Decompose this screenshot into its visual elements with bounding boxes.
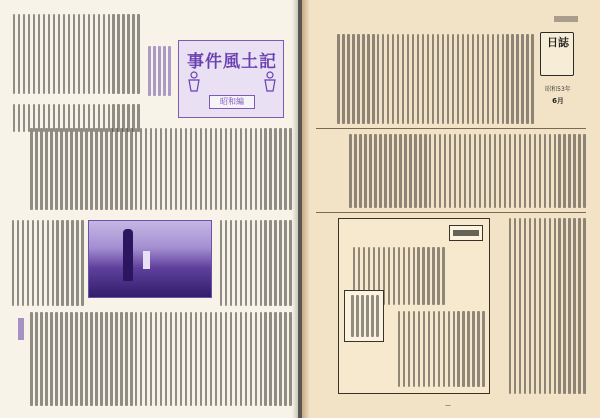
inset-notice-text: [349, 295, 379, 337]
left-upper-columns-a: [8, 14, 140, 94]
photo-tree: [123, 229, 133, 281]
running-head: [554, 16, 578, 22]
inset-notice-box: [344, 290, 384, 342]
feature-title-block: [178, 40, 284, 118]
diary-rule-2: [316, 212, 586, 213]
left-upper-columns-b: [145, 46, 171, 96]
seal-figure-icon: [263, 71, 277, 93]
seal-figure-icon: [187, 71, 201, 93]
inset-column-title: [449, 225, 483, 241]
diary-entries-middle: [316, 134, 586, 208]
photo-stone-marker: [143, 251, 150, 269]
left-body-columns-2-left: [8, 220, 84, 306]
feature-title: 事件風土記: [187, 52, 277, 72]
feature-subtitle: 昭和編: [209, 95, 255, 109]
diary-rule-1: [316, 128, 586, 129]
diary-month: 6月: [552, 97, 564, 105]
inset-column-body-lower: [389, 311, 485, 387]
page-number: —: [445, 402, 451, 409]
diary-label-box: [540, 32, 574, 76]
left-body-columns-1: [8, 128, 292, 210]
photo-ground: [89, 271, 212, 298]
left-page: [0, 0, 298, 418]
diary-label: 日誌: [547, 36, 569, 49]
diary-entries-upper: [316, 34, 534, 124]
left-body-columns-3: [8, 312, 292, 406]
left-gutter-shadow: [292, 0, 298, 418]
diary-entries-lower: [496, 218, 586, 394]
right-gutter-shadow: [302, 0, 310, 418]
photo-caption: [18, 318, 24, 340]
left-body-columns-2-right: [216, 220, 292, 306]
article-photo: [88, 220, 212, 298]
diary-year: 昭和53年: [545, 86, 571, 93]
